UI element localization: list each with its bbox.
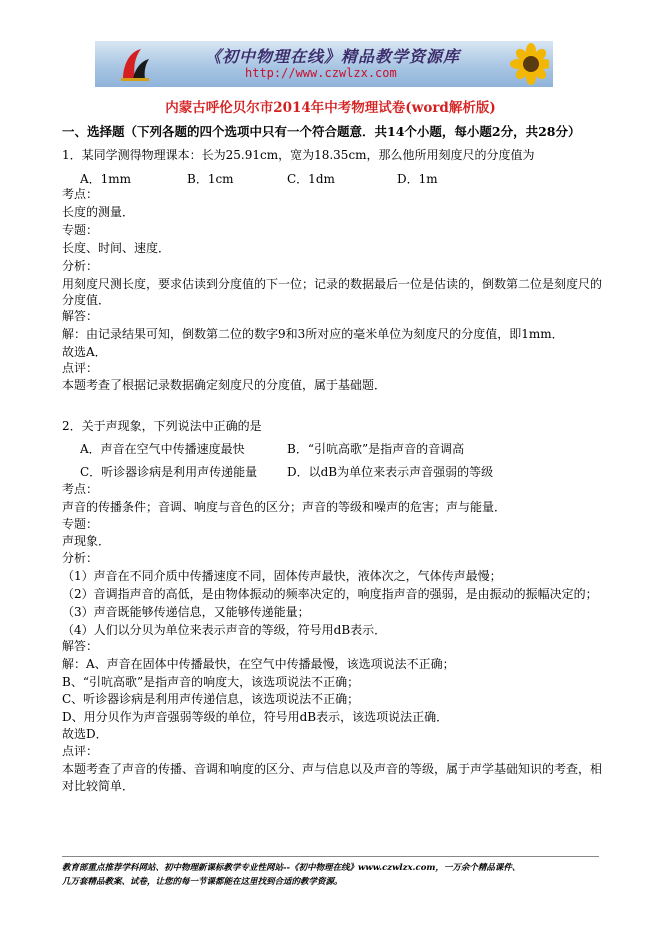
q2-stem: 2．关于声现象，下列说法中正确的是 <box>62 419 262 433</box>
q2-jieda-line2: B、“引吭高歌”是指声音的响度大，该选项说法不正确； <box>62 675 360 689</box>
q1-dianping-label: 点评： <box>62 361 99 375</box>
q2-option-c: C．听诊器诊病是利用声传递能量 <box>80 465 258 479</box>
q2-fenxi-line4: （4）人们以分贝为单位来表示声音的等级，符号用dB表示． <box>62 623 387 637</box>
q1-option-a: A．1mm <box>80 172 132 186</box>
q1-dianping: 本题考查了根据记录数据确定刻度尺的分度值，属于基础题． <box>62 378 387 392</box>
footer <box>62 861 520 889</box>
q2-option-a: A．声音在空气中传播速度最快 <box>80 442 245 456</box>
q1-fenxi-label: 分析： <box>62 259 99 273</box>
footer-line1: 教育部重点推荐学科网站、初中物理新课标教学专业性网站--《初中物理在线》www.czwlzx.com，一万余个精品课件、 <box>62 863 521 873</box>
q2-fenxi-label: 分析： <box>62 551 99 565</box>
q1-option-c: C．1dm <box>287 172 335 186</box>
banner-url[interactable]: http://www.czwlzx.com <box>245 66 397 80</box>
q1-option-d: D．1m <box>397 172 438 186</box>
section-heading: 一、选择题（下列各题的四个选项中只有一个符合题意．共14个小题，每小题2分，共28分） <box>62 124 581 139</box>
q2-zhuanti-label: 专题： <box>62 517 99 531</box>
q1-zhuanti: 长度、时间、速度． <box>62 241 171 255</box>
q2-jieda-line5: 故选D． <box>62 727 108 741</box>
q1-jieda-label: 解答： <box>62 309 99 323</box>
q2-jieda-label: 解答： <box>62 639 99 653</box>
q2-option-b: B．“引吭高歌”是指声音的音调高 <box>287 442 465 456</box>
q1-jieda-line2: 故选A． <box>62 345 107 359</box>
q1-option-b: B．1cm <box>187 172 234 186</box>
q1-fenxi-line2: 分度值． <box>62 293 111 307</box>
q2-dianping-label: 点评： <box>62 744 99 758</box>
site-logo-icon <box>117 45 153 83</box>
q2-option-d: D．以dB为单位来表示声音强弱的等级 <box>287 465 494 479</box>
q2-fenxi-line3: （3）声音既能够传递信息，又能够传递能量； <box>62 605 310 619</box>
q2-fenxi-line1: （1）声音在不同介质中传播速度不同，固体传声最快，液体次之，气体传声最慢； <box>62 569 502 583</box>
q1-stem: 1．某同学测得物理课本：长为25.91cm，宽为18.35cm，那么他所用刻度尺的分度值为 <box>62 148 535 162</box>
q1-kaodian-label: 考点： <box>62 187 99 201</box>
q2-dianping-line2: 对比较简单． <box>62 779 135 793</box>
banner-title: 《初中物理在线》精品教学资源库 <box>205 47 461 66</box>
q1-zhuanti-label: 专题： <box>62 223 99 237</box>
q1-jieda-line1: 解：由记录结果可知，倒数第二位的数字9和3所对应的毫米单位为刻度尺的分度值，即1mm． <box>62 327 564 341</box>
q2-zhuanti: 声现象． <box>62 534 111 548</box>
q2-kaodian-label: 考点： <box>62 482 99 496</box>
q2-fenxi-line2: （2）音调指声音的高低，是由物体振动的频率决定的，响度指声音的强弱，是由振动的振幅决定的； <box>62 587 598 601</box>
q2-dianping-line1: 本题考查了声音的传播、音调和响度的区分、声与信息以及声音的等级，属于声学基础知识的考查，相 <box>62 762 603 776</box>
q2-jieda-line3: C、听诊器诊病是利用声传递信息，该选项说法不正确； <box>62 692 360 706</box>
header-banner <box>95 41 553 87</box>
q2-kaodian: 声音的传播条件；音调、响度与音色的区分；声音的等级和噪声的危害；声与能量． <box>62 500 507 514</box>
q1-fenxi-line1: 用刻度尺测长度，要求估读到分度值的下一位；记录的数据最后一位是估读的，倒数第二位是刻度尺的 <box>62 277 603 291</box>
sunflower-icon <box>501 43 549 85</box>
document-title: 内蒙古呼伦贝尔市2014年中考物理试卷(word解析版) <box>165 100 496 116</box>
q1-kaodian: 长度的测量． <box>62 205 135 219</box>
q2-jieda-line4: D、用分贝作为声音强弱等级的单位，符号用dB表示，该选项说法正确． <box>62 710 449 724</box>
footer-divider <box>62 856 599 857</box>
q2-jieda-line1: 解：A、声音在固体中传播最快，在空气中传播最慢，该选项说法不正确； <box>62 657 455 671</box>
footer-line2: 几万套精品教案、试卷，让您的每一节课都能在这里找到合适的教学资源。 <box>62 877 343 887</box>
